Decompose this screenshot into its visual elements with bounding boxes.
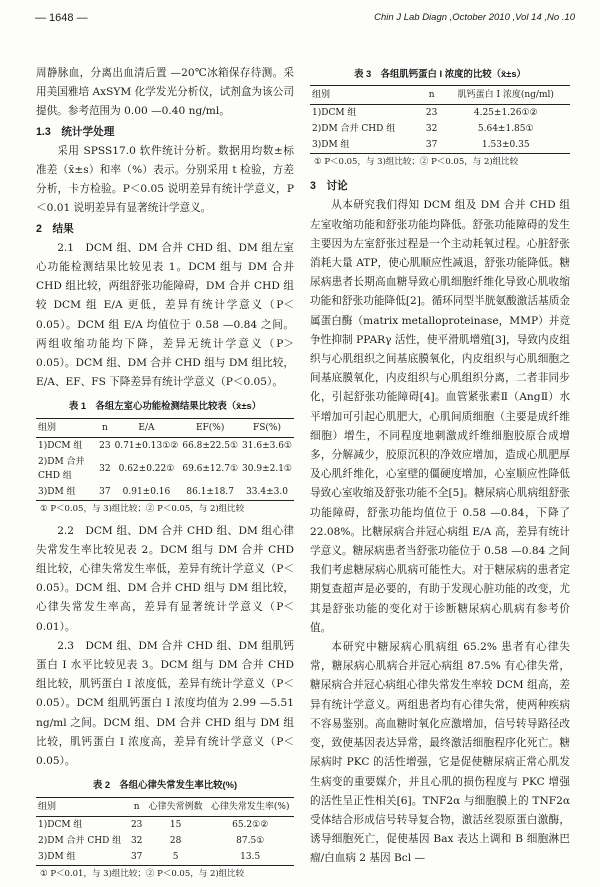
right-column <box>310 64 570 869</box>
table-cell: 86.1±18.7 <box>180 484 240 501</box>
journal-citation: Chin J Lab Diagn ,October 2010 ,Vol 14 ,No .10 <box>374 12 575 23</box>
table-cell: 33.4±3.0 <box>240 484 294 501</box>
table-3-header: 肌钙蛋白 I 浓度(ng/ml) <box>441 86 570 105</box>
table-cell: 32 <box>99 463 111 474</box>
table-3-note: ① P＜0.05，与 3)组比较；② P＜0.05，与 2)组比较 <box>314 157 519 168</box>
table-1-header: EF(%) <box>180 418 240 437</box>
paragraph-statistics: 采用 SPSS17.0 软件统计分析。数据用均数±标准差（x̄±s）和率（%）表示。分别采用 t 检验，方差分析，卡方检验。P＜0.05 说明差异有统计学意义，P＜0.01 说明差异有显著统计学意义。 <box>36 144 294 215</box>
table-cell: 87.5① <box>236 835 265 846</box>
table-cell: 37 <box>128 849 144 866</box>
paragraph-method-end: 周静脉血，分离出血清后置 —20℃冰箱保存待测。采用美国雅培 AxSYM 化学发光分析仪，试剂盒为该公司提供。参考范围为 0.00 —0.40 ng/ml。 <box>36 67 294 118</box>
table-cell: 66.8±22.5① <box>182 440 239 451</box>
table-cell: 32 <box>425 124 438 135</box>
table-cell: 15 <box>169 819 182 830</box>
paragraph-discussion-2: 本研究中糖尿病心肌病组 65.2% 患者有心律失常，糖尿病心肌病合并冠心病组 87.5% 有心律失常，糖尿病合并冠心病组心律失常发生率较 DCM 组高，差异有统计学意义。两组患者均有心律失常，使两种疾病不容易鉴别。高血糖时氧化应激增加，信号转导路径改变，致使基因表达异常，最终激活细胞程序化死亡。糖尿病时 PKC 的活性增强，它是促使糖尿病正常心肌发生病变的重要媒介，并且心肌的损伤程度与 PKC 增强的活性呈正性相关[6]。TNF2α 与细胞膜上的 TNF2α 受体结合形成信号转导复合物，激活丝裂原蛋白激酶，诱导细胞死亡，促使基因 Bax 表达上调和 B 细胞淋巴瘤/白血病 2 基因 Bcl — <box>310 641 570 865</box>
table-1-header: 组别 <box>36 418 97 437</box>
table-cell: 0.71±0.13①② <box>114 440 179 451</box>
table-row <box>36 484 294 501</box>
table-1-caption: 表 1 各组左室心功能检测结果比较表（x̄±s） <box>68 400 262 412</box>
table-cell: 65.2①② <box>232 819 269 830</box>
table-1-header: E/A <box>113 418 181 437</box>
table-cell: 32 <box>130 835 143 846</box>
table-cell: 5.64±1.85① <box>477 124 534 135</box>
section-heading-1-3: 1.3 统计学处理 <box>36 125 115 138</box>
table-cell: 13.5 <box>206 849 294 866</box>
table-1 <box>36 418 294 501</box>
paragraph-2-1: 2.1 DCM 组、DM 合并 CHD 组、DM 组左室心功能检测结果比较见表 1。DCM 组与 DM 合并 CHD 组比较，两组舒张功能障碍，DM 合并 CHD 组较 DCM 组 E/A 更低，差异有统计学意义（P＜0.05）。DCM 组 E/A 均值位于 0.58 —0.84 之间。两组收缩功能均下降，差异无统计学意义（P＞0.05）。DCM 组、DM 合并 CHD 组与 DM 组比较，E/A、EF、FS 下降差异有统计学意义（P＜0.05）。 <box>36 241 294 389</box>
table-cell: 3)DM 组 <box>36 849 128 866</box>
table-cell: 2)DM 合并 CHD 组 <box>312 124 396 135</box>
page-number: — 1648 — <box>35 12 88 24</box>
table-2-note: ① P＜0.01，与 3)组比较；② P＜0.05，与 2)组比较 <box>40 868 245 879</box>
table-cell: 1.53±0.35 <box>441 137 570 154</box>
left-column <box>36 64 294 887</box>
table-2-header: 组别 <box>36 797 128 816</box>
table-row <box>36 849 294 866</box>
table-3 <box>310 85 570 154</box>
table-cell: 1)DCM 组 <box>38 440 83 451</box>
table-cell: 4.25±1.26①② <box>473 108 538 119</box>
table-cell: 37 <box>422 137 442 154</box>
section-heading-2: 2 结果 <box>36 222 74 235</box>
table-cell: 69.6±12.7① <box>182 463 239 474</box>
table-row <box>36 454 294 484</box>
table-cell: 2)DM 合并 CHD 组 <box>38 835 122 846</box>
table-cell: 23 <box>130 819 143 830</box>
table-cell: 37 <box>97 484 112 501</box>
paragraph-discussion-1: 从本研究我们得知 DCM 组及 DM 合并 CHD 组左室收缩功能和舒张功能均降低。舒张功能障碍的发生主要因为左室舒张过程是一个主动耗氧过程。心脏舒张消耗大量 ATP，使心肌顺应性减退，舒张功能降低。糖尿病患者长期高血糖导致心肌细胞纤维化导致心肌收缩功能和舒张功能降低[2]。循环同型半胱氨酸激活基质金属蛋白酶（matrix metalloproteinase，MMP）并竞争性抑制 PPARγ 活性，使平滑肌增殖[3]，导致内皮组织与心肌组织之间基底膜氧化，内皮组织与心肌细胞之间基底膜氧化，内皮组织与心肌组织分离，二者非同步化，引起舒张功能障碍[4]。血管紧张素Ⅱ（AngⅡ）水平增加可引起心肌肥大，心肌间质细胞（主要是成纤维细胞）增生，不同程度地刺激成纤维细胞胶原合成增多，分解减少，胶原沉积的净效应增加，造成心肌肥厚及心肌纤维化，心室壁的僵硬度增加，心室顺应性降低导致心室收缩及舒张功能不全[5]。糖尿病心肌病组舒张功能障碍，舒张功能均值位于 0.58 —0.84，下降了 22.08%。比糖尿病合并冠心病组 E/A 高，差异有统计学意义。糖尿病患者当舒张功能位于 0.58 —0.84 之间我们考虑糖尿病心肌病可能性大。对于糖尿病的患者定期复查超声是必要的，有助于发现心脏功能的改变，尤其是舒张功能的变化对于诊断糖尿病心肌病有参考价值。 <box>310 199 570 634</box>
table-row <box>310 121 570 137</box>
table-cell: 5 <box>145 849 207 866</box>
table-3-header: n <box>422 86 442 105</box>
table-1-note: ① P＜0.05，与 3)组比较；② P＜0.05，与 2)组比较 <box>40 503 245 514</box>
table-cell: 3)DM 组 <box>36 484 97 501</box>
table-3-caption: 表 3 各组肌钙蛋白 I 浓度的比较（x̄±s） <box>354 68 526 79</box>
section-heading-3: 3 讨论 <box>310 180 348 193</box>
table-cell: 3)DM 组 <box>310 137 422 154</box>
table-1-header: FS(%) <box>240 418 294 437</box>
table-cell: 1)DCM 组 <box>312 108 357 119</box>
table-cell: 31.6±3.6① <box>242 440 292 451</box>
table-cell: 23 <box>99 440 111 451</box>
table-2-caption: 表 2 各组心律失常发生率比较(%) <box>92 779 238 791</box>
table-2 <box>36 797 294 866</box>
table-row <box>36 437 294 454</box>
table-cell: 23 <box>425 108 438 119</box>
table-1-header: n <box>97 418 112 437</box>
table-row <box>36 816 294 833</box>
table-row <box>310 137 570 154</box>
table-row <box>310 105 570 122</box>
table-2-header: 心律失常例数 <box>145 797 207 816</box>
paragraph-2-2: 2.2 DCM 组、DM 合并 CHD 组、DM 组心律失常发生率比较见表 2。DCM 组与 DM 合并 CHD 组比较，心律失常发生率低，差异有统计学意义（P＜0.05）。DCM 组、DM 合并 CHD 组与 DM 组比较，心律失常发生率高，差异有显著统计学意义（P＜0.01）。 <box>36 524 294 633</box>
table-row <box>36 833 294 849</box>
table-2-header: n <box>128 797 144 816</box>
table-cell: 28 <box>169 835 182 846</box>
table-2-header: 心律失常发生率(%) <box>206 797 294 816</box>
table-cell: 0.91±0.16 <box>113 484 181 501</box>
table-cell: 2)DM 合并 CHD 组 <box>38 456 85 481</box>
table-cell: 0.62±0.22① <box>118 463 175 474</box>
running-header <box>35 10 575 30</box>
table-cell: 30.9±2.1① <box>242 463 292 474</box>
paragraph-2-3: 2.3 DCM 组、DM 合并 CHD 组、DM 组肌钙蛋白 I 水平比较见表 3。DCM 组与 DM 合并 CHD 组比较，肌钙蛋白 I 浓度低，差异有统计学意义（P＜0.05）。DCM 组肌钙蛋白 I 浓度均值为 2.99 —5.51 ng/ml 之间。DCM 组、DM 合并 CHD 组与 DM 组比较，肌钙蛋白 I 浓度高，差异有统计学意义（P＜0.05）。 <box>36 639 294 768</box>
table-cell: 1)DCM 组 <box>38 819 83 830</box>
table-3-header: 组别 <box>310 86 422 105</box>
